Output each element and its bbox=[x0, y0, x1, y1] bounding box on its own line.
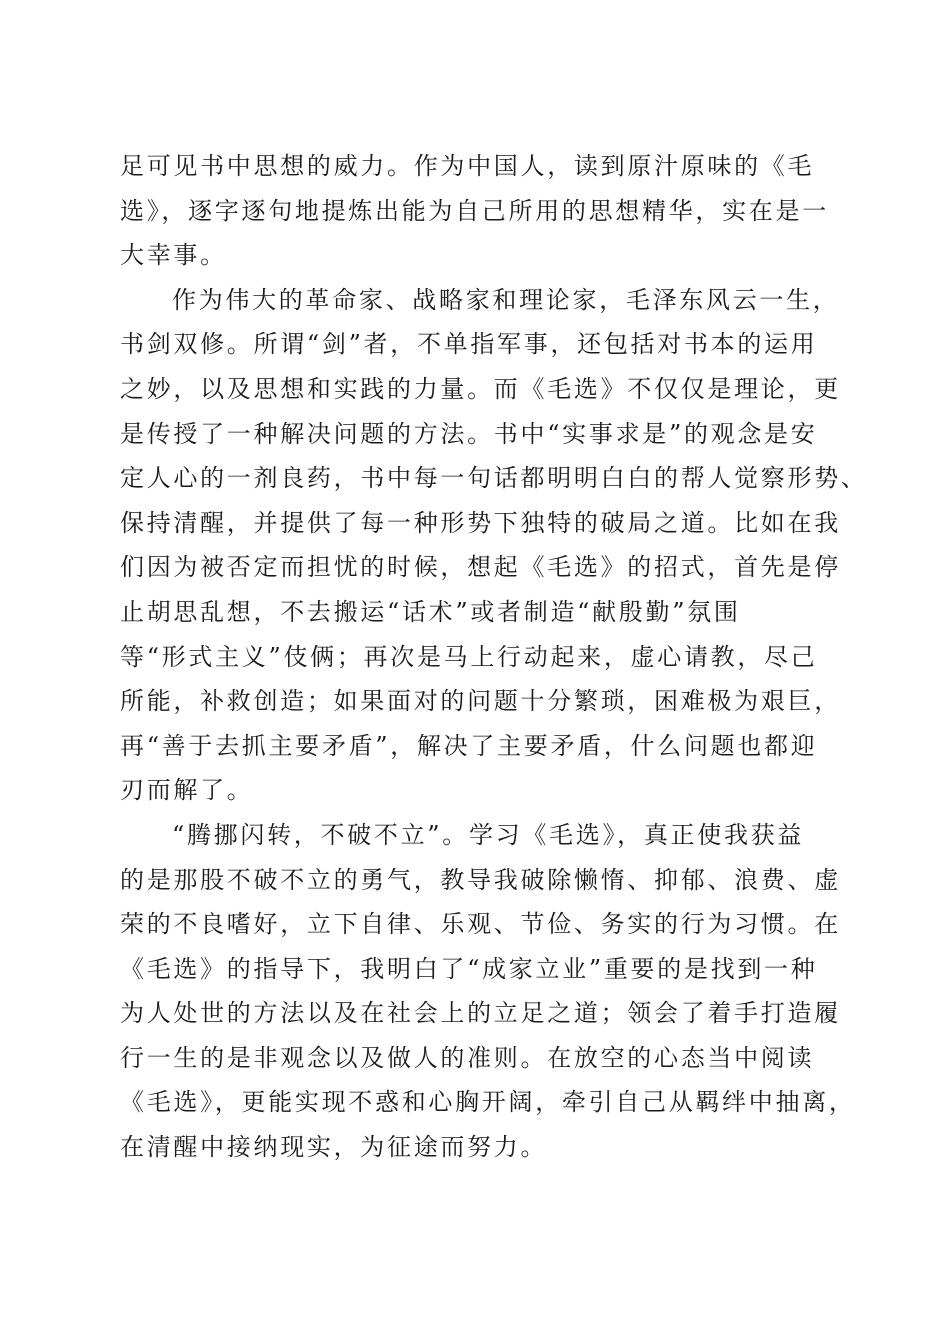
body-text bbox=[120, 144, 868, 1170]
paragraph-method bbox=[120, 278, 868, 813]
text-line: 的是那股不破不立的勇气，教导我破除懒惰、抑郁、浪费、虚 bbox=[120, 865, 841, 894]
text-line: 再“善于去抓主要矛盾”，解决了主要矛盾，什么问题也都迎 bbox=[120, 731, 818, 760]
text-line: 《毛选》的指导下，我明白了“成家立业”重要的是找到一种 bbox=[120, 954, 818, 983]
text-line: 止胡思乱想，不去搬运“话术”或者制造“献殷勤”氛围 bbox=[120, 597, 741, 626]
text-line: 足可见书中思想的威力。作为中国人，读到原汁原味的《毛 bbox=[120, 152, 815, 180]
text-line: “腾挪闪转，不破不立”。学习《毛选》，真正使我获益 bbox=[172, 820, 805, 849]
text-line: 保持清醒，并提供了每一种形势下独特的破局之道。比如在我 bbox=[120, 508, 841, 537]
text-line: 们因为被否定而担忧的时候，想起《毛选》的招式，首先是停 bbox=[120, 553, 841, 582]
text-line: 是传授了一种解决问题的方法。书中“实事求是”的观念是安 bbox=[120, 419, 818, 448]
text-line: 行一生的是非观念以及做人的准则。在放空的心态当中阅读 bbox=[120, 1043, 815, 1072]
text-line: 荣的不良嗜好，立下自律、乐观、节俭、务实的行为习惯。在 bbox=[120, 910, 841, 939]
text-line: 书剑双修。所谓“剑”者，不单指军事，还包括对书本的运用 bbox=[120, 330, 818, 359]
paragraph-courage bbox=[120, 813, 856, 1170]
text-line: 在清醒中接纳现实，为征途而努力。 bbox=[120, 1133, 548, 1162]
text-line: 定人心的一剂良药，书中每一句话都明明白白的帮人觉察形势、 bbox=[120, 464, 868, 493]
text-line: 所能，补救创造；如果面对的问题十分繁琐，困难极为艰巨， bbox=[120, 687, 841, 716]
text-line: 《毛选》，更能实现不惑和心胸开阔，牵引自己从羁绊中抽离， bbox=[120, 1088, 856, 1117]
text-line: 大幸事。 bbox=[120, 241, 227, 270]
paragraph-continuation bbox=[120, 144, 840, 278]
text-line: 为人处世的方法以及在社会上的立足之道；领会了着手打造履 bbox=[120, 999, 841, 1028]
text-line: 选》，逐字逐句地提炼出能为自己所用的思想精华，实在是一 bbox=[120, 196, 829, 225]
text-line: 之妙，以及思想和实践的力量。而《毛选》不仅仅是理论，更 bbox=[120, 374, 841, 403]
text-line: 作为伟大的革命家、战略家和理论家，毛泽东风云一生， bbox=[172, 285, 840, 314]
text-line: 等“形式主义”伎俩；再次是马上行动起来，虚心请教，尽己 bbox=[120, 642, 818, 671]
text-line: 刃而解了。 bbox=[120, 776, 254, 805]
